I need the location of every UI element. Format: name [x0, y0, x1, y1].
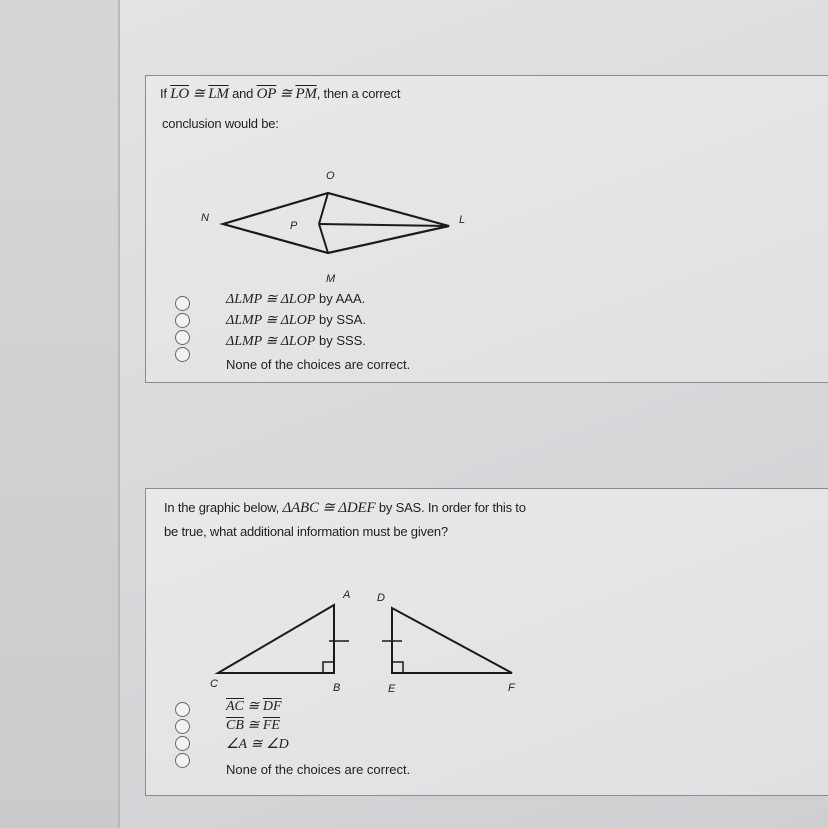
prompt-and: and	[232, 86, 254, 101]
option-3	[226, 333, 366, 350]
option-radio-3[interactable]	[175, 736, 190, 751]
triangle-def	[392, 608, 512, 673]
option-3-right: ∠D	[266, 737, 289, 752]
label-f: F	[508, 682, 515, 694]
question-2-card	[145, 488, 828, 796]
question-1-prompt-line2: conclusion would be:	[162, 116, 279, 131]
option-radio-2[interactable]	[175, 313, 190, 328]
option-1-left: $\overline{AC}$	[226, 699, 244, 714]
segment-op-line	[319, 193, 328, 224]
congruent-symbol: ≅	[279, 86, 293, 102]
label-a: A	[343, 589, 351, 601]
label-d: D	[377, 592, 385, 604]
kite-outline	[223, 193, 449, 253]
option-radio-3[interactable]	[175, 330, 190, 345]
option-radio-4[interactable]	[175, 753, 190, 768]
option-1	[226, 291, 365, 308]
left-margin	[0, 0, 120, 828]
option-3-cong: ≅	[250, 737, 263, 752]
option-radio-4[interactable]	[175, 347, 190, 362]
option-2-suffix: by SSA.	[318, 312, 366, 327]
question-1-card	[145, 75, 828, 383]
right-angle-mark-b	[323, 662, 334, 673]
prompt-pre: In the graphic below,	[164, 500, 280, 515]
option-3	[226, 736, 289, 753]
segment-lm: $\overline{LM}$	[208, 86, 229, 102]
option-2	[226, 312, 366, 329]
prompt-math: ΔABC ≅ ΔDEF	[282, 500, 376, 516]
segment-lo: $\overline{LO}$	[170, 86, 190, 102]
option-2	[226, 717, 280, 734]
right-angle-mark-e	[392, 662, 403, 673]
segment-pl-line	[319, 224, 449, 226]
option-1-suffix: by AAA.	[318, 291, 366, 306]
option-4	[226, 357, 410, 372]
label-b: B	[333, 682, 341, 694]
option-4	[226, 762, 410, 777]
segment-op: $\overline{OP}$	[256, 86, 277, 102]
option-2-cong: ≅	[247, 718, 260, 733]
label-m: M	[326, 273, 336, 285]
label-o: O	[326, 170, 335, 182]
option-1	[226, 698, 282, 715]
option-3-suffix: by SSS.	[318, 333, 366, 348]
option-2-left: $\overline{CB}$	[226, 718, 244, 733]
label-c: C	[210, 678, 218, 690]
option-1-cong: ≅	[247, 699, 260, 714]
triangle-abc	[218, 605, 334, 673]
congruent-symbol: ≅	[192, 86, 205, 102]
option-radio-1[interactable]	[175, 702, 190, 717]
option-4-text: None of the choices are correct.	[226, 357, 411, 372]
option-radio-2[interactable]	[175, 719, 190, 734]
option-1-right: $\overline{DF}$	[262, 699, 282, 714]
prompt-then: , then a correct	[316, 86, 401, 101]
option-3-left: ∠A	[226, 737, 248, 752]
question-2-prompt-line2: be true, what additional information must be given?	[164, 524, 448, 539]
option-2-right: $\overline{FE}$	[262, 718, 280, 733]
option-2-math: ΔLMP ≅ ΔLOP	[226, 313, 316, 328]
label-n: N	[201, 212, 209, 224]
option-1-math: ΔLMP ≅ ΔLOP	[226, 292, 316, 307]
prompt-if: If	[160, 86, 167, 101]
label-e: E	[388, 683, 396, 695]
segment-pm-line	[319, 224, 328, 253]
label-l: L	[459, 214, 466, 226]
option-radio-1[interactable]	[175, 296, 190, 311]
option-4-text: None of the choices are correct.	[226, 762, 411, 777]
label-p: P	[290, 220, 298, 232]
option-3-math: ΔLMP ≅ ΔLOP	[226, 334, 316, 349]
segment-pm: $\overline{PM}$	[295, 86, 317, 102]
prompt-post: by SAS. In order for this to	[378, 500, 526, 515]
